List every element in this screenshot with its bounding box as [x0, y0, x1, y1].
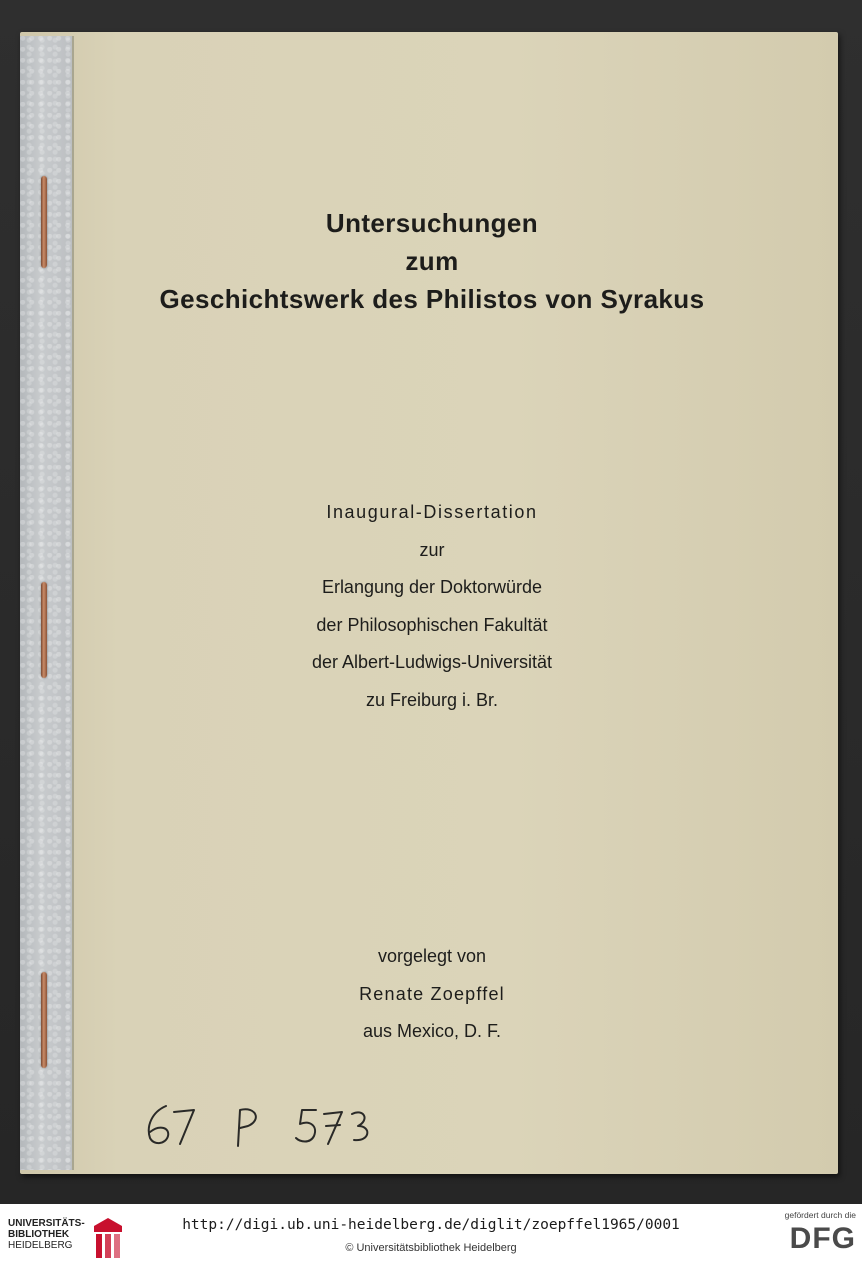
handwritten-shelfmark	[138, 1092, 398, 1152]
library-logo	[8, 1218, 132, 1258]
staple	[41, 176, 47, 268]
author-name: Renate Zoepffel	[359, 983, 505, 1004]
dissertation-line: der Philosophischen Fakultät	[316, 614, 548, 635]
dissertation-line: Inaugural-Dissertation	[326, 502, 538, 522]
author-line: vorgelegt von	[377, 946, 487, 966]
library-emblem-icon	[88, 1214, 130, 1262]
dissertation-line: der Albert-Ludwigs-Universität	[311, 652, 553, 672]
staple	[41, 582, 47, 678]
viewer-footer	[0, 1204, 862, 1266]
cover-title	[74, 204, 790, 318]
book-spine	[20, 36, 74, 1170]
title-line: zum	[405, 246, 459, 276]
funder-caption: gefördert durch die	[784, 1210, 856, 1220]
library-name-line: HEIDELBERG	[8, 1240, 73, 1251]
author-block	[74, 938, 790, 1051]
dissertation-line: zu Freiburg i. Br.	[365, 689, 499, 710]
library-name-line: BIBLIOTHEK	[8, 1229, 70, 1240]
dissertation-statement	[74, 494, 790, 719]
cover-page	[74, 32, 838, 1174]
dissertation-line: zur	[419, 539, 445, 560]
library-name	[8, 1218, 85, 1251]
dissertation-line: Erlangung der Doktorwürde	[321, 577, 543, 597]
title-line: Untersuchungen	[325, 208, 539, 238]
title-line: Geschichtswerk des Philistos von Syrakus	[159, 284, 705, 314]
book-cover-photo	[20, 32, 838, 1174]
staple	[41, 972, 47, 1068]
dfg-logo: DFG	[789, 1222, 856, 1255]
permalink-url[interactable]: http://digi.ub.uni-heidelberg.de/diglit/zoepffel1965/0001	[182, 1217, 680, 1233]
copyright-notice: © Universitätsbibliothek Heidelberg	[345, 1242, 517, 1254]
funder-logo	[762, 1210, 856, 1262]
library-name-line: UNIVERSITÄTS-	[8, 1218, 85, 1229]
author-line: aus Mexico, D. F.	[362, 1021, 502, 1041]
